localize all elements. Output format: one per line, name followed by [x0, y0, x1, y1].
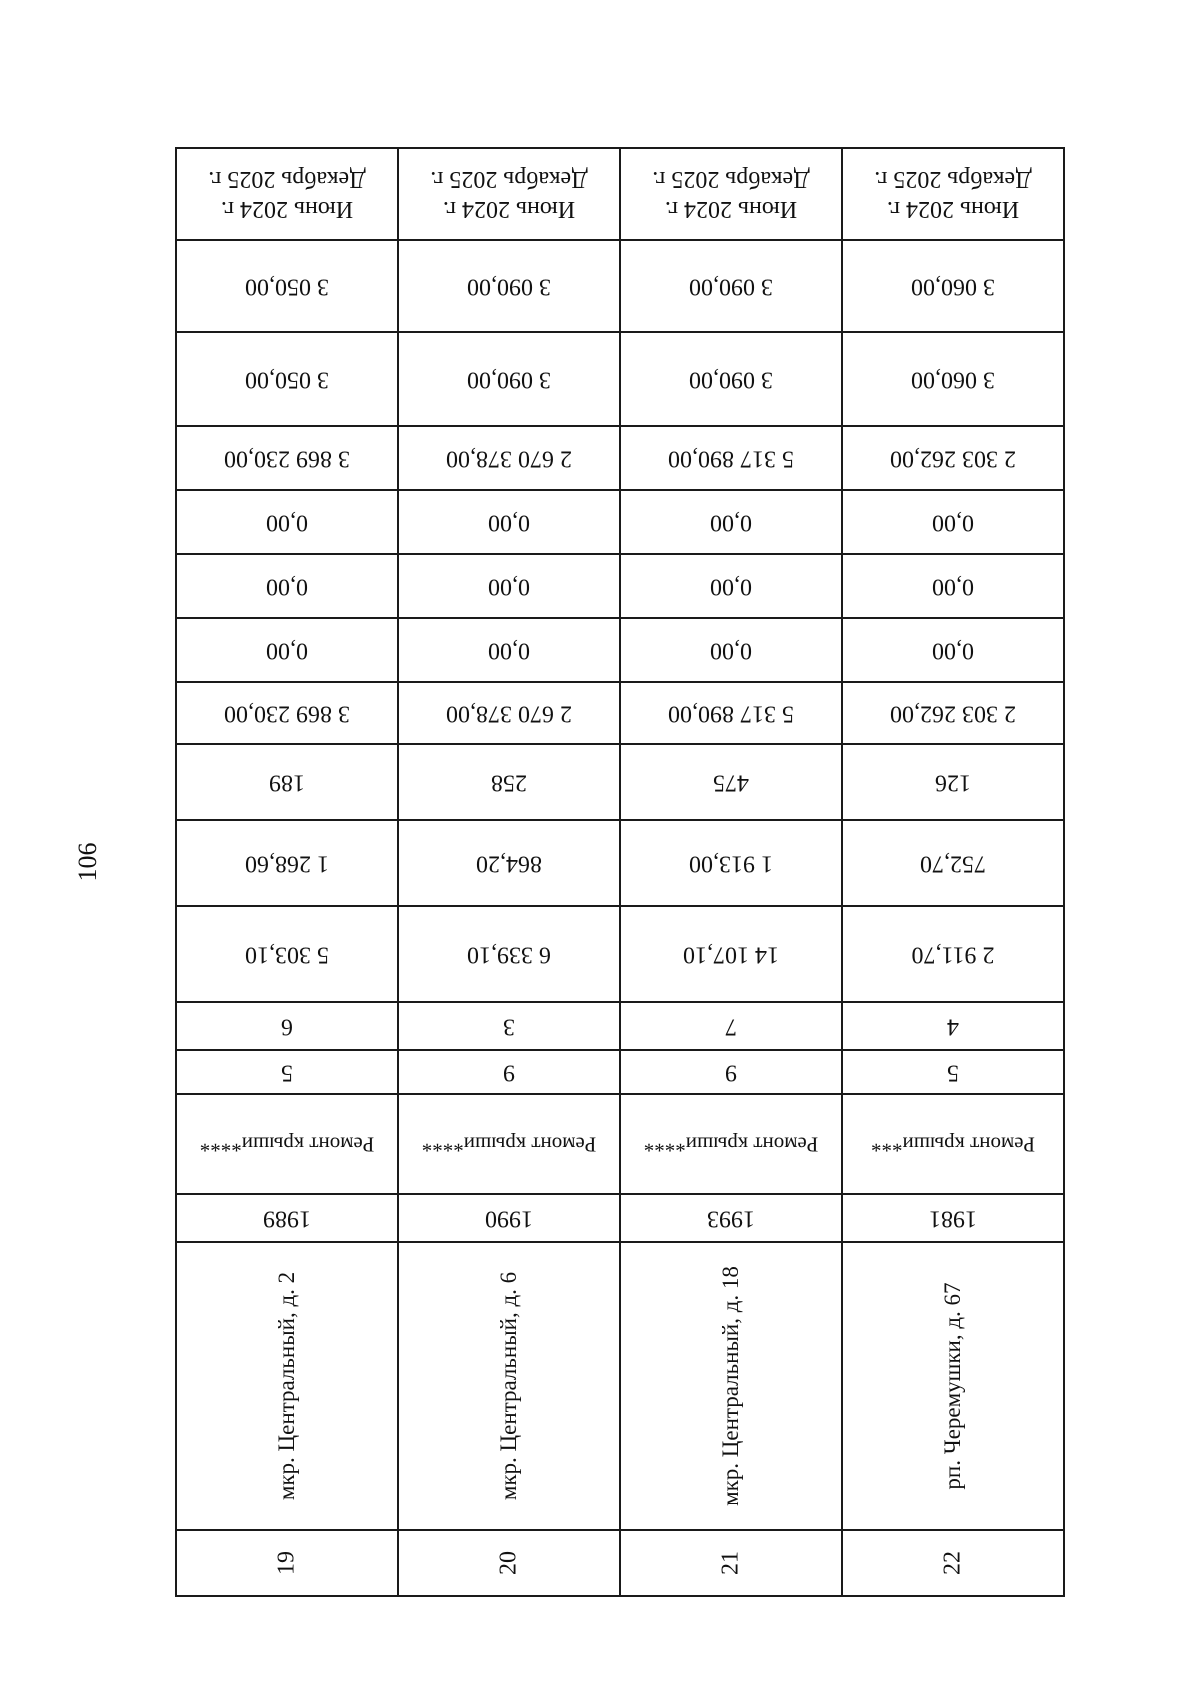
table-cell-work [175, 1093, 399, 1195]
cell-text: 5 317 890,00 [668, 700, 794, 727]
table-cell-fund-owners [397, 425, 621, 491]
cell-text: 3 [503, 1013, 515, 1040]
table-cell-fund-regional [397, 553, 621, 619]
table-cell-unit-cost [175, 331, 399, 427]
cell-text: 0,00 [488, 637, 530, 664]
cell-text: 3 090,00 [689, 273, 773, 300]
cell-text: 19 [273, 1551, 300, 1575]
cell-text: 5 303,10 [245, 941, 329, 968]
table-cell-unit-cost-limit [397, 239, 621, 333]
table-cell-entrances [175, 1001, 399, 1051]
table-cell-fund-owners [841, 425, 1065, 491]
cell-text [853, 164, 1053, 224]
cell-text: Ремонт крыши**** [643, 1132, 819, 1157]
cell-text: 2 303 262,00 [890, 445, 1016, 472]
table-cell-index [175, 1529, 399, 1597]
table-cell-address [841, 1241, 1065, 1531]
cell-text: мкр. Центральный, д. 6 [496, 1271, 521, 1501]
table-cell-fund-regional [619, 553, 843, 619]
cell-text [409, 164, 609, 224]
cell-text: 20 [495, 1551, 522, 1575]
cell-text: 3 050,00 [245, 273, 329, 300]
table-cell-total-area [619, 905, 843, 1003]
table-cell-unit-cost [619, 331, 843, 427]
table-cell-roof-area [619, 819, 843, 907]
cell-text: 6 339,10 [467, 941, 551, 968]
table-cell-year [397, 1193, 621, 1243]
table-cell-residents [175, 743, 399, 821]
cell-text: Ремонт крыши*** [871, 1132, 1035, 1157]
period-end: Декабрь 2025 г. [652, 166, 810, 192]
cell-text: 0,00 [266, 573, 308, 600]
cell-text: 0,00 [710, 573, 752, 600]
cell-text: 752,70 [920, 850, 986, 877]
cell-text: 1 913,00 [689, 850, 773, 877]
rotated-table [176, 148, 1064, 1600]
table-cell-entrances [619, 1001, 843, 1051]
table-cell-fund-municipal [175, 489, 399, 555]
cell-text: 3 090,00 [689, 366, 773, 393]
cell-text: 258 [491, 769, 527, 796]
table-cell-total-area [175, 905, 399, 1003]
cell-text: 0,00 [932, 509, 974, 536]
table-cell-unit-cost [841, 331, 1065, 427]
table-cell-cost-total [841, 681, 1065, 745]
table-cell-period [619, 147, 843, 241]
table-cell-fund-federal [397, 617, 621, 683]
cell-text: 3 090,00 [467, 366, 551, 393]
cell-text: 1 268,60 [245, 850, 329, 877]
table-cell-index [841, 1529, 1065, 1597]
table-cell-roof-area [841, 819, 1065, 907]
table-cell-residents [841, 743, 1065, 821]
cell-text: 126 [935, 769, 971, 796]
period-start: Июнь 2024 г. [442, 196, 576, 222]
cell-text [187, 164, 387, 224]
table-cell-address [175, 1241, 399, 1531]
table-cell-year [175, 1193, 399, 1243]
cell-text: 0,00 [266, 509, 308, 536]
table-cell-fund-regional [175, 553, 399, 619]
table-cell-index [619, 1529, 843, 1597]
cell-text: 1990 [485, 1205, 533, 1232]
cell-text: 9 [725, 1059, 737, 1086]
table-cell-residents [397, 743, 621, 821]
cell-text: 2 670 378,00 [446, 700, 572, 727]
cell-text: 4 [947, 1013, 959, 1040]
table-cell-unit-cost [397, 331, 621, 427]
table-cell-floors [841, 1049, 1065, 1095]
period-start: Июнь 2024 г. [886, 196, 1020, 222]
cell-text: 9 [503, 1059, 515, 1086]
table-cell-fund-municipal [619, 489, 843, 555]
table-cell-period [397, 147, 621, 241]
table-cell-fund-regional [841, 553, 1065, 619]
period-start: Июнь 2024 г. [664, 196, 798, 222]
cell-text: 1989 [263, 1205, 311, 1232]
page-number: 106 [73, 842, 102, 882]
table-cell-work [619, 1093, 843, 1195]
period-end: Декабрь 2025 г. [874, 166, 1032, 192]
table-cell-floors [397, 1049, 621, 1095]
cell-text: 864,20 [476, 850, 542, 877]
cell-text: мкр. Центральный, д. 2 [274, 1271, 299, 1501]
cell-text: 14 107,10 [683, 941, 779, 968]
cell-text: 0,00 [932, 637, 974, 664]
table-cell-address [619, 1241, 843, 1531]
table-cell-address [397, 1241, 621, 1531]
table-cell-unit-cost-limit [175, 239, 399, 333]
table-cell-year [841, 1193, 1065, 1243]
table-cell-fund-municipal [397, 489, 621, 555]
cell-text: 1981 [929, 1205, 977, 1232]
table-cell-roof-area [397, 819, 621, 907]
cell-text: 3 050,00 [245, 366, 329, 393]
cell-text: 22 [939, 1551, 966, 1575]
cell-text: 6 [281, 1013, 293, 1040]
table-cell-cost-total [397, 681, 621, 745]
table-cell-residents [619, 743, 843, 821]
table-cell-unit-cost-limit [841, 239, 1065, 333]
table-cell-period [841, 147, 1065, 241]
cell-text: 189 [269, 769, 305, 796]
cell-text: 0,00 [932, 573, 974, 600]
table-cell-fund-federal [175, 617, 399, 683]
cell-text: 0,00 [266, 637, 308, 664]
cell-text: 0,00 [710, 509, 752, 536]
cell-text: Ремонт крыши**** [421, 1132, 597, 1157]
cell-text: 0,00 [488, 509, 530, 536]
cell-text: мкр. Центральный, д. 18 [718, 1266, 743, 1506]
cell-text: 475 [713, 769, 749, 796]
table-cell-roof-area [175, 819, 399, 907]
cell-text: 2 670 378,00 [446, 445, 572, 472]
cell-text: 3 869 230,00 [224, 700, 350, 727]
table-cell-work [841, 1093, 1065, 1195]
cell-text: рп. Черемушки, д. 67 [940, 1282, 965, 1490]
cell-text: 21 [717, 1551, 744, 1575]
table-cell-fund-municipal [841, 489, 1065, 555]
period-end: Декабрь 2025 г. [208, 166, 366, 192]
cell-text: 7 [725, 1013, 737, 1040]
cell-text: 3 060,00 [911, 273, 995, 300]
table-cell-year [619, 1193, 843, 1243]
table-cell-unit-cost-limit [619, 239, 843, 333]
table-cell-work [397, 1093, 621, 1195]
table-cell-entrances [397, 1001, 621, 1051]
table-cell-floors [175, 1049, 399, 1095]
table-cell-total-area [397, 905, 621, 1003]
cell-text: 5 [947, 1059, 959, 1086]
table-cell-cost-total [175, 681, 399, 745]
cell-text: 1993 [707, 1205, 755, 1232]
table-cell-fund-owners [175, 425, 399, 491]
cell-text: 3 060,00 [911, 366, 995, 393]
cell-text: 2 911,70 [911, 941, 995, 968]
cell-text: 5 317 890,00 [668, 445, 794, 472]
cell-text: 0,00 [488, 573, 530, 600]
table-cell-index [397, 1529, 621, 1597]
period-start: Июнь 2024 г. [220, 196, 354, 222]
table-cell-floors [619, 1049, 843, 1095]
table-cell-fund-federal [841, 617, 1065, 683]
table-cell-fund-owners [619, 425, 843, 491]
cell-text: 3 869 230,00 [224, 445, 350, 472]
cell-text: 2 303 262,00 [890, 700, 1016, 727]
table-cell-total-area [841, 905, 1065, 1003]
table-cell-entrances [841, 1001, 1065, 1051]
cell-text: 3 090,00 [467, 273, 551, 300]
cell-text: 0,00 [710, 637, 752, 664]
cell-text: 5 [281, 1059, 293, 1086]
cell-text [631, 164, 831, 224]
period-end: Декабрь 2025 г. [430, 166, 588, 192]
table-cell-fund-federal [619, 617, 843, 683]
table-cell-cost-total [619, 681, 843, 745]
cell-text: Ремонт крыши**** [199, 1132, 375, 1157]
table-cell-period [175, 147, 399, 241]
